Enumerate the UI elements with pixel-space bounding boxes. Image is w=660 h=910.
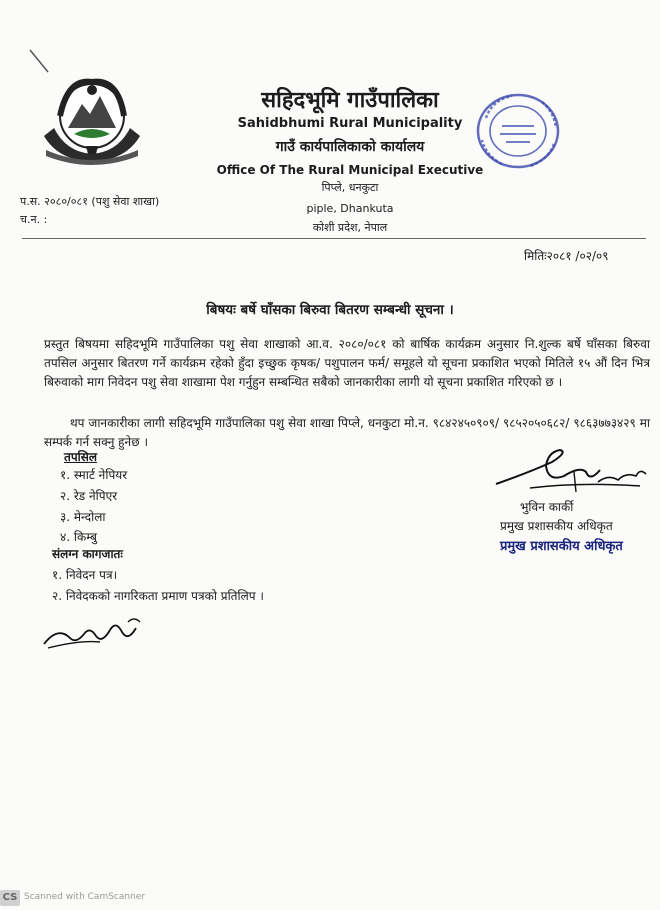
letter-date: मितिः२०८१ /०२/०९ [524, 249, 609, 263]
body-paragraph-2: थप जानकारीका लागी सहिदभूमि गाउँपालिका पशु सेवा शाखा पिप्ले, धनकुटा मो.न. ९८४२४५०९०९/ ९८५२०५०६८२/ ९८६३७७३४२९ मा सम्पर्क गर्न सक्नु हुनेछ । [44, 416, 650, 449]
handwritten-signature [40, 612, 150, 654]
notice-subject: बिषयः बर्षे घाँसका बिरुवा बितरण सम्बन्धी सूचना । [206, 302, 454, 318]
schedule-item: १. स्मार्ट नेपियर [60, 468, 128, 482]
province-np: कोशी प्रदेश, नेपाल [312, 221, 388, 234]
officer-signature [490, 442, 650, 502]
officer-title-stamp: प्रमुख प्रशासकीय अधिकृत [500, 539, 623, 554]
municipality-name-en: Sahidbhumi Rural Municipality [237, 116, 463, 131]
officer-title: प्रमुख प्रशासकीय अधिकृत [500, 519, 613, 533]
address-np: पिप्ले, धनकुटा [321, 181, 379, 194]
schedule-item: २. रेड नेपिएर [60, 489, 118, 503]
address-en: piple, Dhankuta [306, 202, 394, 215]
body-paragraph-1: प्रस्तुत बिषयमा सहिदभूमि गाउँपालिका पशु सेवा शाखाको आ.व. २०८०/०८१ को बार्षिक कार्यक्रम अनुसार नि.शुल्क बर्षे घाँसका बिरुवा तपसिल अनुसार बितरण गर्ने कार्यक्रम रहेको हुँदा इच्छुक कृषक/ पशुपालन फर्म/ समूहले यो सूचना प्रकाशित भएको मितिले १५ औं दिन भित्र बिरुवाको माग निवेदन पशु सेवा शाखामा पेश गर्नुहुन सम्बन्धित सबैको जानकारीका लागी यो सूचना प्रकाशित गरिएको छ । [44, 337, 650, 389]
annex-item: १. निवेदन पत्र। [52, 568, 118, 582]
annex-title: संलग्न कागजातः [52, 547, 123, 561]
municipality-name-np: सहिदभूमि गाउँपालिका [261, 88, 439, 113]
nepal-emblem-logo [38, 70, 146, 166]
dispatch-number: च.न. : [20, 213, 48, 226]
annex-item: २. निवेदकको नागरिकता प्रमाण पत्रको प्रतिलिप । [52, 589, 264, 603]
schedule-item: ३. मेन्दोला [60, 510, 106, 524]
schedule-item: ४. किम्बु [60, 530, 97, 544]
office-name-np: गाउँ कार्यपालिकाको कार्यालय [275, 139, 425, 155]
scanner-watermark-text: Scanned with CamScanner [24, 892, 146, 902]
schedule-title: तपसिल [64, 450, 98, 464]
officer-name: भुविन कार्की [520, 500, 574, 514]
camscanner-logo: CS [0, 890, 20, 906]
letter-ref-number: प.स. २०८०/०८१ (पशु सेवा शाखा) [20, 195, 160, 208]
office-name-en: Office Of The Rural Municipal Executive [216, 163, 484, 177]
header-divider [22, 238, 646, 239]
